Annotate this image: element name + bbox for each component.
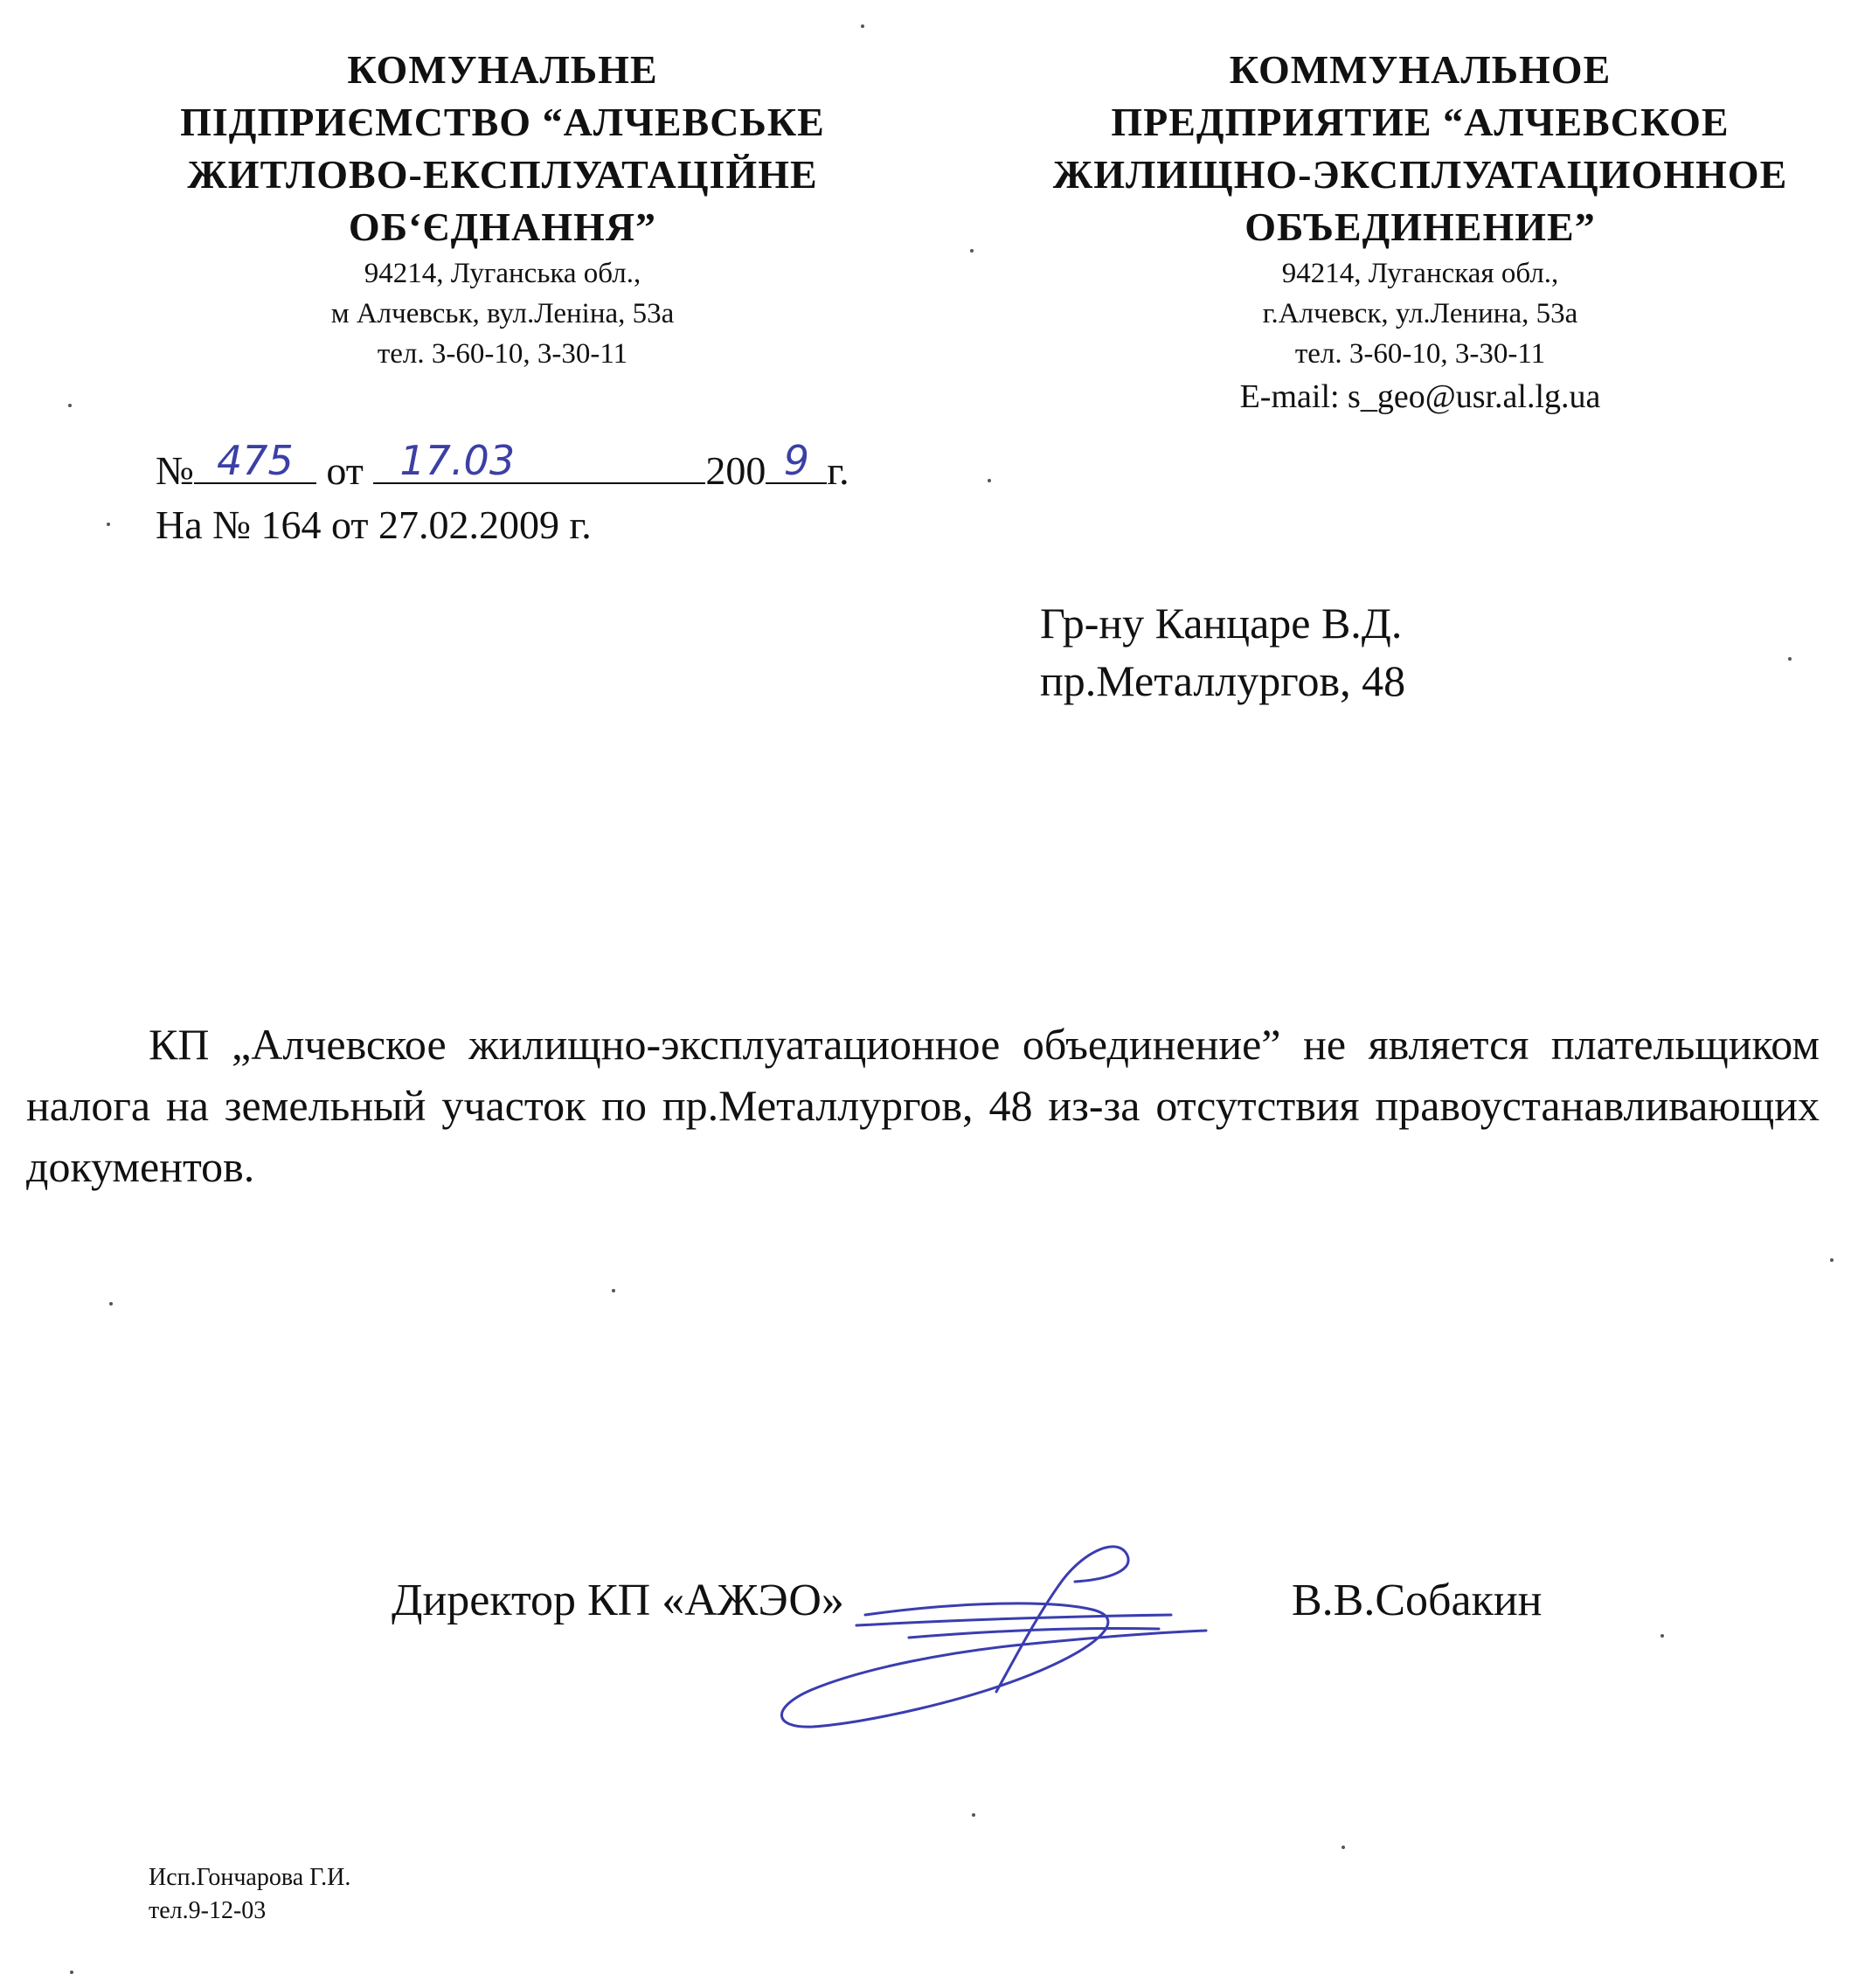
date-field	[373, 437, 705, 484]
org-phone-line: тел. 3-60-10, 3-30-11	[1294, 338, 1546, 370]
org-phone-line: тел. 3-60-10, 3-30-11	[377, 338, 628, 370]
scan-speck	[1342, 1846, 1345, 1849]
scan-speck	[612, 1289, 615, 1292]
signatory-title: Директор КП «АЖЭО»	[392, 1576, 844, 1625]
year-field	[766, 437, 827, 484]
scan-speck	[972, 1813, 975, 1817]
signature-stroke-bar	[856, 1615, 1171, 1625]
letter-body	[26, 1014, 1820, 1197]
letterhead-ukrainian	[131, 44, 874, 374]
org-email: E-mail: s_geo@usr.al.lg.ua	[1239, 378, 1601, 415]
scan-speck	[68, 404, 72, 407]
scan-speck	[70, 1971, 73, 1974]
org-name-line: ПІДПРИЄМСТВО “АЛЧЕВСЬКЕ	[180, 100, 825, 144]
scan-speck	[1830, 1258, 1834, 1262]
date-from-label: от	[326, 448, 364, 493]
org-address-line: м Алчевськ, вул.Леніна, 53а	[330, 298, 675, 329]
reply-reference: На № 164 от 27.02.2009 г.	[156, 502, 592, 547]
number-label: №	[156, 448, 194, 493]
org-address-line: 94214, Луганская обл.,	[1281, 258, 1559, 289]
org-name-line: ЖИТЛОВО-ЕКСПЛУАТАЦІЙНЕ	[187, 152, 818, 197]
executor-name: Исп.Гончарова Г.И.	[149, 1864, 351, 1891]
signature-stroke-loop	[781, 1604, 1206, 1727]
recipient-name: Гр-ну Канцаре В.Д.	[1040, 599, 1403, 648]
org-name-line: КОМУНАЛЬНЕ	[347, 47, 658, 92]
executor-block	[149, 1861, 350, 1928]
scan-speck	[988, 479, 991, 482]
letterhead-russian	[1014, 44, 1827, 419]
org-name-line: ОБ‘ЄДНАННЯ”	[348, 204, 657, 249]
scan-speck	[861, 24, 864, 28]
scan-speck	[107, 523, 110, 526]
executor-phone: тел.9-12-03	[149, 1897, 267, 1924]
scan-speck	[1660, 1634, 1664, 1638]
scan-speck	[1788, 657, 1792, 661]
scan-speck	[109, 1302, 113, 1306]
org-name-line: ОБЪЕДИНЕНИЕ”	[1244, 204, 1596, 249]
org-address-line: г.Алчевск, ул.Ленина, 53а	[1262, 298, 1578, 329]
date-handwritten: 17.03	[399, 437, 516, 484]
outgoing-number-field	[194, 437, 316, 484]
signatory-name: В.В.Собакин	[1292, 1576, 1543, 1625]
recipient-block	[1040, 594, 1405, 710]
org-name-line: ЖИЛИЩНО-ЭКСПЛУАТАЦИОННОЕ	[1052, 152, 1788, 197]
year-handwritten: 9	[783, 437, 810, 484]
handwritten-signature	[760, 1529, 1250, 1756]
outgoing-number-handwritten: 475	[216, 437, 294, 484]
recipient-address: пр.Металлургов, 48	[1040, 656, 1406, 705]
org-address-line: 94214, Луганська обл.,	[364, 258, 641, 289]
year-suffix: г.	[827, 448, 849, 493]
body-paragraph: КП „Алчевское жилищно-эксплуатационное объединение” не является плательщиком налога на земельный участок по пр.Металлургов, 48 из-за отсутствия правоустанавливающих документов.	[26, 1020, 1820, 1191]
scan-speck	[970, 249, 974, 253]
registration-line	[156, 437, 849, 498]
year-prefix: 200	[705, 448, 766, 493]
org-name-line: ПРЕДПРИЯТИЕ “АЛЧЕВСКОЕ	[1111, 100, 1730, 144]
org-name-line: КОММУНАЛЬНОЕ	[1229, 47, 1612, 92]
